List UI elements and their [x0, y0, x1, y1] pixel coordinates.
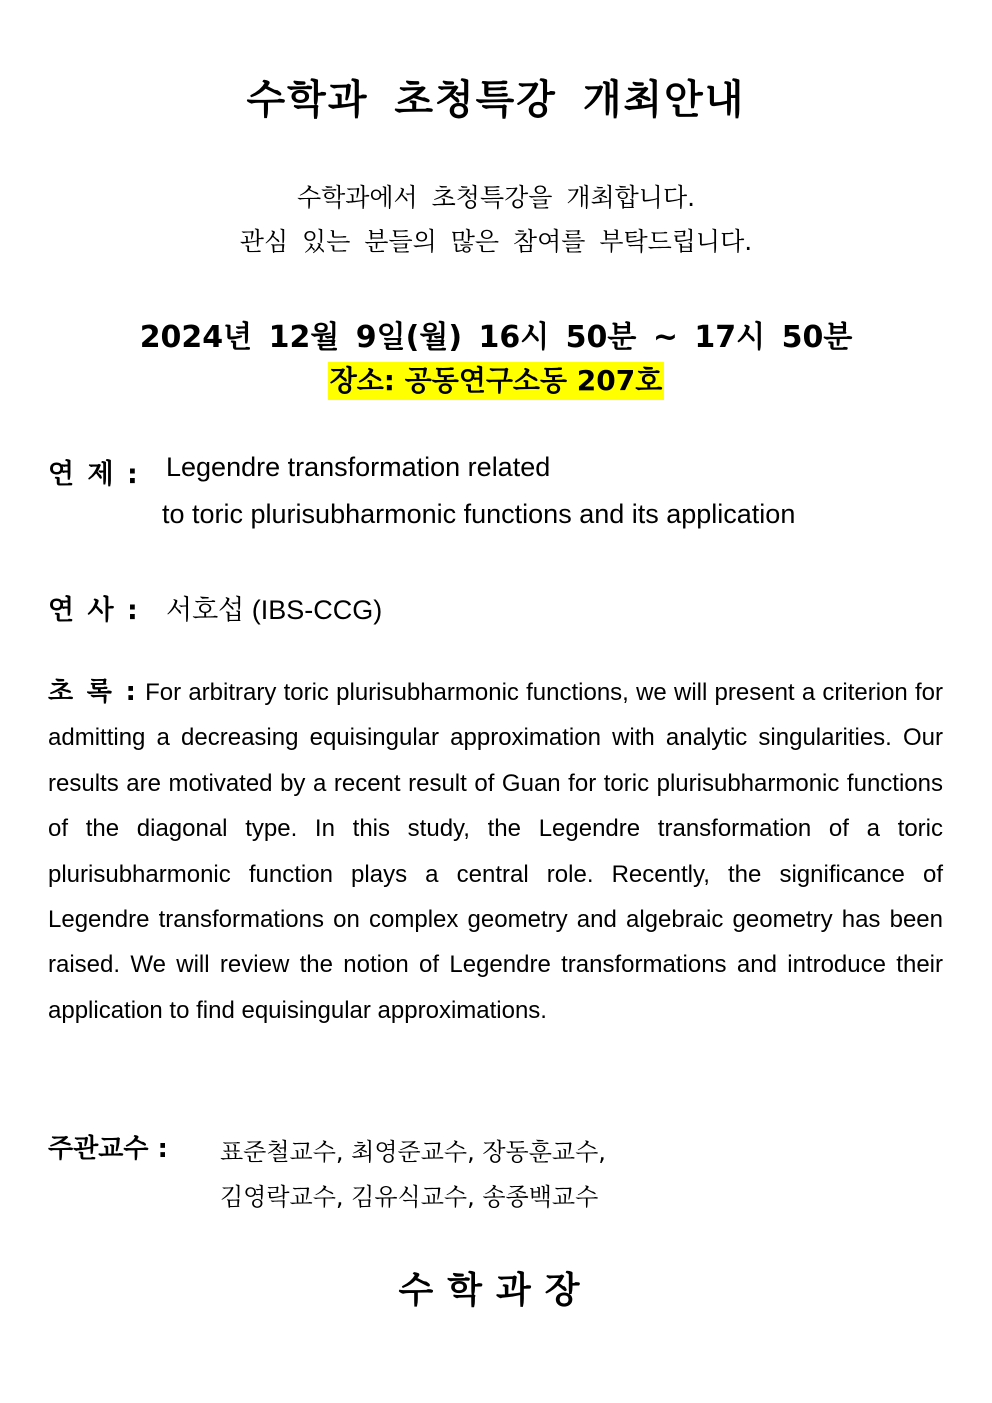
- page-title: 수학과 초청특강 개최안내: [246, 77, 746, 123]
- footer-signature: 수학과장: [398, 1270, 594, 1311]
- abstract-text: For arbitrary toric plurisubharmonic functions, we will present a criterion for admitting a decreasing equisingular approximation with analytic singularities. Our results are motivated by a recent result of Guan for toric plurisubharmonic functions of the diagonal type. In this study, the Legendre transformation of a toric plurisubharmonic function plays a central role. Recently, the significance of Legendre transformations on complex geometry and algebraic geometry has been raised. We will review the notion of Legendre transformations and introduce their application to find equisingular approximations.: [48, 679, 943, 1024]
- speaker-label: 연 사 :: [48, 595, 140, 626]
- event-place-highlight: 장소: 공동연구소동 207호: [328, 362, 665, 400]
- speaker-value: 서호섭 (IBS-CCG): [166, 595, 383, 625]
- abstract-label: 초 록 :: [48, 677, 138, 707]
- event-datetime: 2024년 12월 9일(월) 16시 50분 ~ 17시 50분: [139, 320, 853, 355]
- organizers-line-2: 김영락교수, 김유식교수, 송종백교수: [220, 1183, 599, 1211]
- intro-line-2: 관심 있는 분들의 많은 참여를 부탁드립니다.: [239, 227, 753, 256]
- topic-line-1: Legendre transformation related: [166, 452, 551, 482]
- abstract-block: [48, 670, 943, 1033]
- topic-line-2: to toric plurisubharmonic functions and its application: [162, 499, 796, 529]
- event-place-container: [0, 362, 992, 400]
- organizers-label: 주관교수 :: [48, 1134, 168, 1164]
- organizers-line-1: 표준철교수, 최영준교수, 장동훈교수,: [220, 1138, 606, 1166]
- intro-line-1: 수학과에서 초청특강을 개최합니다.: [296, 183, 696, 212]
- topic-label: 연 제 :: [48, 459, 140, 490]
